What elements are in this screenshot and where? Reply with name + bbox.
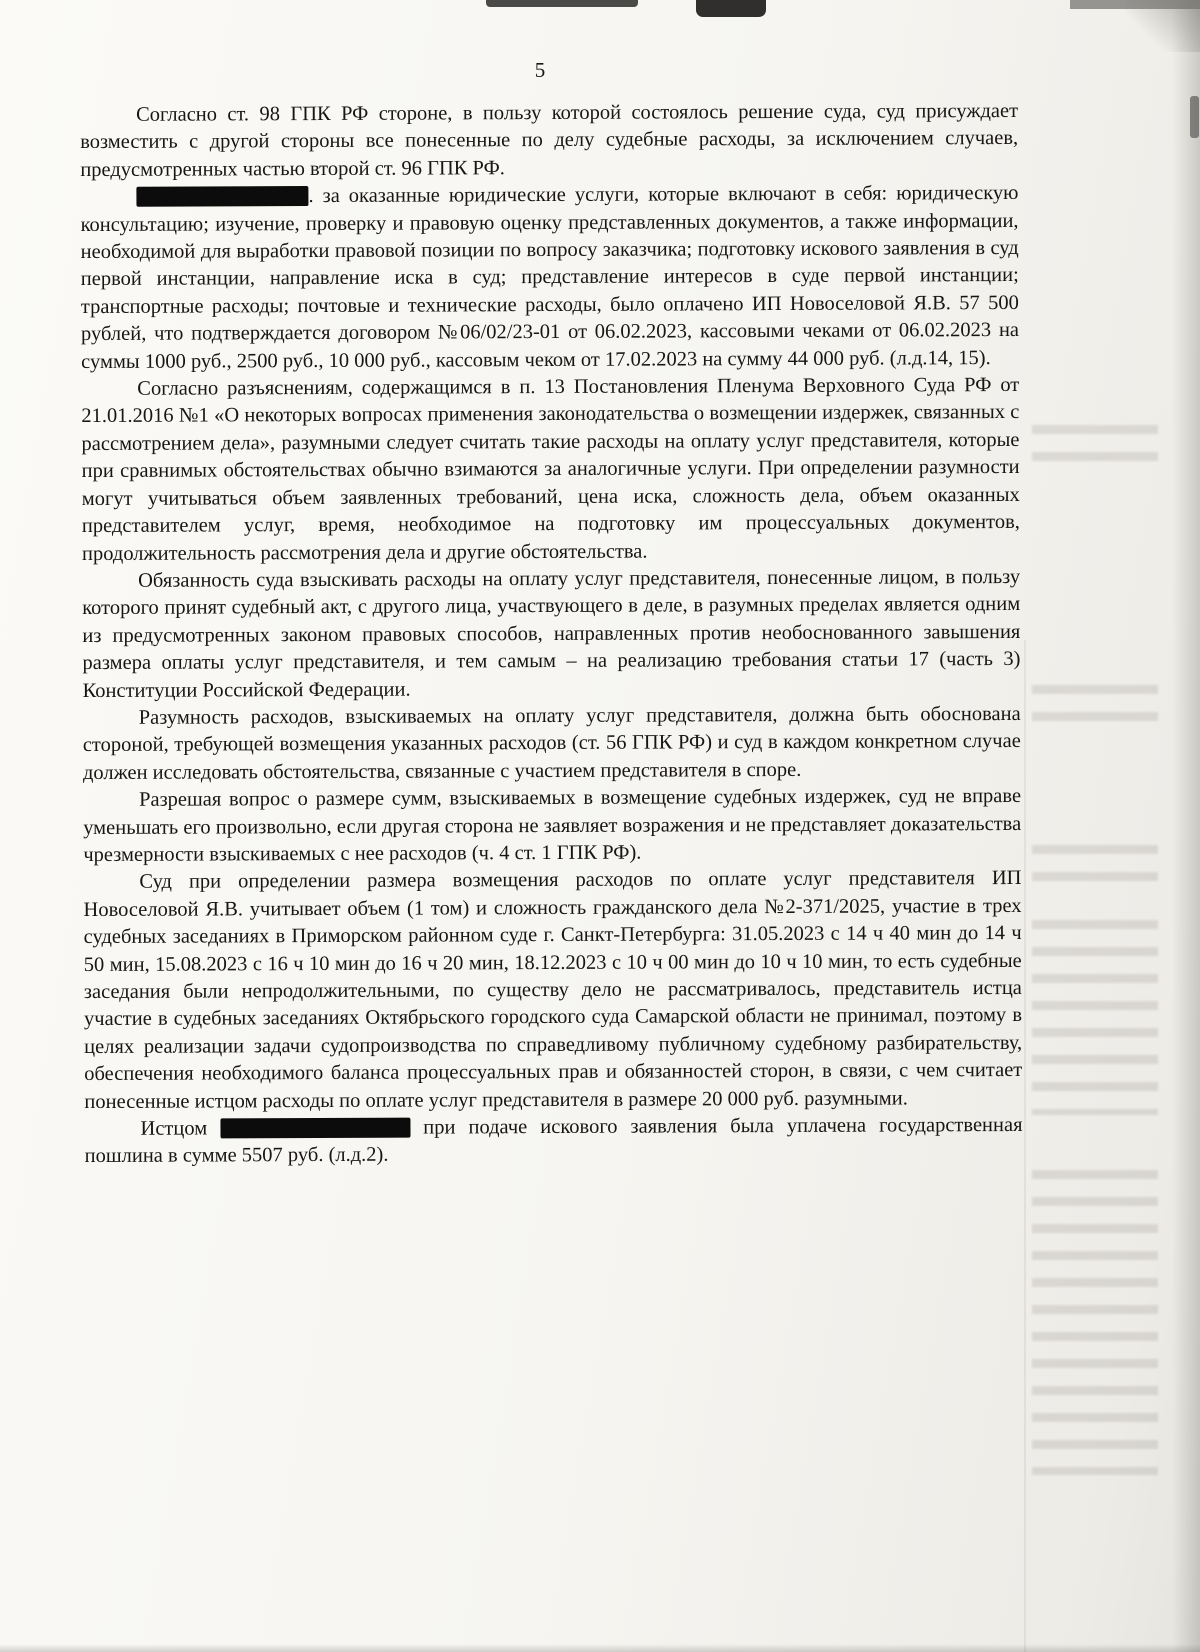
paragraph <box>80 98 1018 184</box>
paragraph-text: Обязанность суда взыскивать расходы на оплату услуг представителя, понесенные лицом, в пользу которого принят судебный акт, с другого лица, участвующего в деле, в разумных пределах является одним из предусмотренных законом правовых способов, направленных против необоснованного завышения размера оплаты услуг представителя, и тем самым – на реализацию требования статьи 17 (часть 3) Конституции Российской Федерации. <box>82 565 1021 702</box>
paragraph-text: Разрешая вопрос о размере сумм, взыскиваемых в возмещение судебных издержек, суд не вправе уменьшать его произвольно, если другая сторона не заявляет возражения и не представляет доказательства чрезмерности взыскиваемых с нее расходов (ч. 4 ст. 1 ГПК РФ). <box>83 785 1022 867</box>
paragraph <box>82 564 1021 705</box>
paragraph <box>83 783 1021 869</box>
scan-artifact-top-streak <box>486 0 638 7</box>
scan-artifact-right-mark <box>1190 96 1199 138</box>
paragraph <box>84 1112 1022 1171</box>
bleedthrough-text-band <box>1032 425 1158 477</box>
redaction-bar <box>220 1118 410 1139</box>
paragraph <box>83 865 1022 1116</box>
paragraph-text: Истцом <box>140 1117 221 1140</box>
paragraph <box>80 180 1019 376</box>
scan-artifact-bottom-shadow <box>0 1644 1200 1652</box>
redaction-bar <box>136 186 308 207</box>
scan-artifact-page-crease <box>1024 640 1026 1652</box>
paragraph-text: Суд при определении размера возмещения расходов по оплате услуг представителя ИП Новоселовой Я.В. учитывает объем (1 том) и сложность гражданского дела №2-371/2025, участие в трех судебных заседаниях в Приморском районном суде г. Санкт-Петербурга: 31.05.2023 с 14 ч 40 мин до 14 ч 50 мин, 15.08.2023 с 16 ч 10 мин до 16 ч 20 мин, 18.12.2023 с 10 ч 00 мин до 10 ч 10 мин, то есть судебные заседания были непродолжительными, по существу дело не рассматривалось, представитель истца участие в судебных заседаниях Октябрьского городского суда Самарской области не принимал, поэтому в целях реализации задачи судопроизводства по справедливому публичному судебному разбирательству, обеспечения необходимого баланса процессуальных прав и обязанностей сторон, в связи, с чем считает понесенные истцом расходы по оплате услуг представителя в размере 20 000 руб. разумными. <box>83 867 1023 1113</box>
scan-artifact-top-right-line <box>1070 0 1200 9</box>
paragraph-text: Согласно разъяснениям, содержащимся в п. 13 Постановления Пленума Верховного Суда РФ от 21.01.2016 №1 «О некоторых вопросах применения законодательства о возмещении издержек, связанных с рассмотрением дела», разумными следует считать такие расходы на оплату услуг представителя, которые при сравнимых обстоятельствах обычно взимаются за аналогичные услуги. При определении разумности могут учитываться объем заявленных требований, цена иска, сложность дела, объем оказанных представителем услуг, время, необходимое на подготовку им процессуальных документов, продолжительность рассмотрения дела и другие обстоятельства. <box>81 374 1020 565</box>
scan-artifact-right-edge-shadow <box>1172 0 1200 1652</box>
paragraph-text: Разумность расходов, взыскиваемых на оплату услуг представителя, должна быть обоснована стороной, требующей возмещения указанных расходов (ст. 56 ГПК РФ) и суд в каждом конкретном случае должен исследовать обстоятельства, связанные с участием представителя в споре. <box>82 702 1021 784</box>
paragraph-text: при подаче искового заявления была уплачена государственная пошлина в сумме 5507 руб. (л.д.2). <box>84 1113 1023 1168</box>
scan-artifact-top-blob <box>696 0 766 17</box>
paragraph <box>81 372 1020 568</box>
paragraph-text: Согласно ст. 98 ГПК РФ стороне, в пользу которой состоялось решение суда, суд присуждает возместить с другой стороны все понесенные по делу судебные расходы, за исключением случаев, предусмотренных частью второй ст. 96 ГПК РФ. <box>80 99 1019 181</box>
paragraph <box>83 701 1021 787</box>
document-body <box>80 98 1023 1171</box>
bleedthrough-text-band <box>1032 845 1158 883</box>
bleedthrough-text-band <box>1032 920 1158 1115</box>
bleedthrough-text-band <box>1032 1170 1158 1475</box>
scan-artifact-corner-shade <box>1125 0 1200 52</box>
bleedthrough-text-band <box>1032 685 1158 723</box>
paragraph-text: . за оказанные юридические услуги, которые включают в себя: юридическую консультацию; изучение, проверку и правовую оценку представленных документов, а также информации, необходимой для выработки правовой позиции по вопросу заказчика; подготовку искового заявления в суд первой инстанции, направление иска в суд; представление интересов в суде первой инстанции; транспортные расходы; почтовые и технические расходы, было оплачено ИП Новоселовой Я.В. 57 500 рублей, что подтверждается договором №06/02/23-01 от 06.02.2023, кассовыми чеками от 06.02.2023 на суммы 1000 руб., 2500 руб., 10 000 руб., кассовым чеком от 17.02.2023 на сумму 44 000 руб. (л.д.14, 15). <box>80 182 1020 373</box>
page-number: 5 <box>534 58 546 82</box>
